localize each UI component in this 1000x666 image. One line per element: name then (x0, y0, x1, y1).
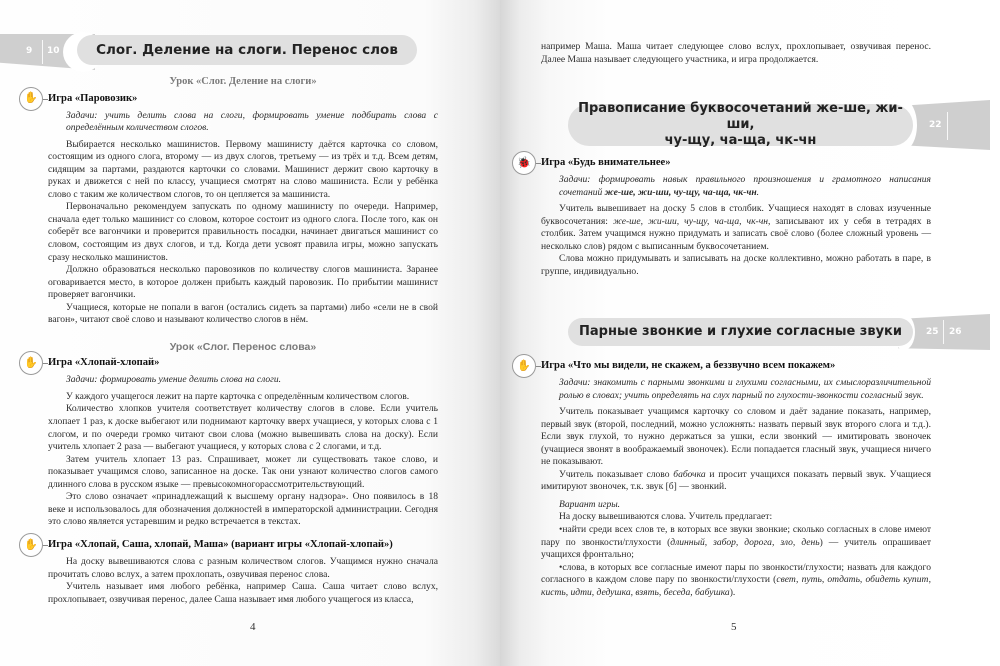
connector-line (43, 99, 48, 100)
tasks-letter-combos: же-ше, жи-ши, чу-щу, ча-ща, чк-чн (604, 186, 757, 198)
hands-clap-icon: ✋ (19, 533, 43, 557)
paragraph: например Маша. Маша читает следующее слово вслух, прохлопывает, озвучивая перенос. Далее Маша называет следующего участника, и игра продолжается. (541, 41, 931, 65)
lesson-title: Урок «Слог. Перенос слова» (169, 340, 317, 353)
section-title: Парные звонкие и глухие согласные звуки (568, 318, 913, 346)
bullet-item (541, 562, 931, 600)
example-words: свет, путь, отдать, обидеть купит, кисть, идти, дедушка, взять, беседа, бабушка (541, 574, 931, 598)
paragraph: На доску вывешиваются слова с разным количеством слогов. Учащимся нужно сначала прочитать слово вслух, а затем прохлопать, озвучивая перенос слова. (48, 555, 438, 580)
lesson-title: Урок «Слог. Деление на слоги» (169, 76, 317, 87)
hands-clap-icon: ✋ (19, 87, 43, 111)
text: Учитель показывает слово (559, 468, 674, 480)
left-column (24, 76, 438, 606)
tab-number: 25 (926, 327, 939, 337)
text: и просит учащихся показать первый звук. Учащиеся имитируют звоночек, т.к. звук [б] — звонкий. (541, 468, 931, 493)
text: •слова, в которых все согласные имеют пары по звонкости/глухости; назвать для каждого согласного в каждом слове пару по звонкости/глухости ( (541, 561, 931, 586)
game-heading (24, 91, 438, 109)
page-number: 5 (731, 621, 737, 633)
right-page (500, 0, 1000, 666)
game-tasks: Задачи: учить делить слова на слоги, формировать умение подбирать слова с определённым количеством слогов. (66, 109, 438, 134)
text: ) — учитель опрашивает учащихся фронтально; (541, 536, 931, 561)
section-title (568, 100, 913, 149)
letter-combos: же-ше, жи-ши, чу-щу, ча-ща, чк-чн (612, 215, 768, 227)
paragraph: Выбирается несколько машинистов. Первому машинисту даётся карточка со словом, состоящим из одного слога, второму — из двух слогов, третьему — из трёх и т.д. Всем детям, сидящим за партами, раздаются карточки со словами. Машинист держит свою карточку в руках и движется с ней по классу, учащиеся смотрят на слово машиниста. Если у ребёнка слово с таким же количеством слогов, то он цепляется за машиниста. (48, 138, 438, 200)
variant-label (541, 499, 931, 512)
hands-clap-icon: ✋ (19, 351, 43, 375)
text: ). (729, 586, 736, 598)
tab-separator (943, 320, 944, 344)
paragraph: Учитель показывает учащимся карточку со словом и даёт задание показать, например, первый звук (второй, последний, можно усложнять: назвать первый звук второго слога и т.д.). Если звук глухой, то нужно держаться за ушки, если звонкий — имитировать звоночек (учащиеся звонят в воображаемый звоночек). Если попадается гласный звук, учащиеся ничего не показывают. (541, 406, 931, 468)
game-heading (517, 358, 931, 376)
paragraph: Первоначально рекомендуем запускать по одному машинисту по очереди. Например, сначала едет только машинист со словом, которое состоит из одного слога. После того, как он соберёт все вагончики и проверится правильность посадки, начинает двигаться машинист со словом, состоящим из двух слогов, и т.д. Когда дети усвоят правила игры, можно запускать сразу несколько машинистов. (48, 201, 438, 263)
game-tasks: Задачи: знакомить с парными звонкими и глухими согласными, их смыслоразличительной ролью в словах; учить определять на слух парный по глухости-звонкости согласный звук. (559, 377, 931, 401)
paragraph: Учитель называет имя любого ребёнка, например Саша. Саша читает слово вслух, прохлопывает, озвучивая перенос, далее Саша называет имя любого учащегося из класса, (48, 581, 438, 605)
section-title-line: чу-щу, ча-ща, чк-чн (664, 133, 817, 149)
text: •найти среди всех слов те, в которых все звуки звонкие; сколько согласных в слове имеют пару по звонкости/глухости ( (541, 524, 931, 548)
connector-line (536, 163, 541, 164)
game-heading (24, 537, 438, 555)
paragraph: У каждого учащегося лежит на парте карточка с определённым количеством слогов. (66, 390, 410, 402)
section-header-right-1 (568, 100, 1000, 150)
tab-number: 10 (47, 46, 60, 56)
paragraph: Должно образоваться несколько паровозиков по количеству слогов машиниста. Заранее оговаривается место, в которое должен прибыть каждый паровозик. По прибытии машинист проверяет вагончики. (48, 264, 438, 301)
connector-line (43, 363, 48, 364)
tab-number: 26 (949, 327, 962, 337)
section-title-line: Правописание буквосочетаний же-ше, жи-ши, (578, 100, 903, 132)
tab-number: 22 (929, 120, 942, 130)
game-title: Игра «Паровозик» (48, 92, 138, 104)
example-word: бабочка (673, 468, 706, 480)
game-title: Игра «Будь внимательнее» (541, 157, 671, 168)
paragraph (541, 469, 931, 494)
paragraph: Учащиеся, которые не попали в вагон (остались сидеть за партами) либо «сели не в свой вагон», читают своё слово и называют количество слогов в нём. (48, 301, 438, 326)
beetle-icon: 🐞 (512, 151, 536, 175)
tab-separator (947, 112, 948, 140)
text: , записывают их у себя в тетрадях в столбик. Затем учащимся нужно придумать и записать своё слово (более сложный уровень — несколько слов) рядом с выписанным буквосочетанием. (541, 215, 931, 252)
hands-clap-icon: ✋ (512, 354, 536, 378)
connector-line (43, 545, 48, 546)
variant-label-text: Вариант игры. (559, 498, 621, 510)
paragraph: Слова можно придумывать и записывать на доске коллективно, можно работать в паре, в группе, индивидуально. (541, 253, 931, 277)
paragraph: На доску вывешиваются слова. Учитель предлагает: (559, 511, 773, 523)
right-column-section2 (517, 358, 931, 599)
game-tasks (541, 174, 931, 199)
section-header-left (0, 34, 420, 70)
tasks-text: Задачи: формировать навык правильного произношения и грамотного написания сочетаний (559, 174, 931, 198)
game-title: Игра «Хлопай-хлопай» (48, 357, 160, 369)
paragraph (541, 203, 931, 253)
tab-separator (42, 40, 43, 64)
tasks-text: . (756, 186, 760, 198)
connector-line (536, 366, 541, 367)
right-column-section1 (517, 155, 931, 278)
tab-number: 9 (26, 46, 33, 56)
paragraph: Затем учитель хлопает 13 раз. Спрашивает, может ли существовать такое слово, и показывает учащимся слово, записанное на доске. Так они узнают количество слогов самого длинного слова в русском языке — превысокомногорассмотрительствующий. (48, 453, 438, 490)
right-column-top (541, 41, 931, 66)
game-tasks: Задачи: формировать умение делить слова на слоги. (66, 374, 282, 386)
text: Учитель вывешивает на доску 5 слов в столбик. Учащиеся находят в словах изученные буквосочетания: (541, 203, 931, 227)
bullet-item (541, 524, 931, 562)
section-title: Слог. Деление на слоги. Перенос слов (77, 35, 417, 65)
paragraph: Это слово означает «принадлежащий к высшему органу надзора». Оно появилось в 18 веке и использовалось для обозначения должностей в императорской администрации. Сегодня это слово является устаревшим и редко встречается в текстах. (48, 491, 438, 528)
game-title: Игра «Что мы видели, не скажем, а беззвучно всем покажем» (541, 360, 836, 371)
paragraph: Количество хлопков учителя соответствует количеству слогов в слове. Если учитель хлопает 1 раз, к доске выбегают или поднимают карточку вверх учащиеся, у которых слова с 1 слогом, и по очереди громко читают свои слова (можно вывешивать слова на доску). Если учитель хлопает 2 раза — выбегают учащиеся, у которых слова с 2 слогами, и т.д. (48, 403, 438, 453)
section-header-right-2 (568, 314, 1000, 350)
page-number: 4 (250, 621, 256, 633)
game-title: Игра «Хлопай, Саша, хлопай, Маша» (вариант игры «Хлопай-хлопай») (48, 538, 393, 550)
game-heading (24, 356, 438, 373)
example-words: длинный, забор, дорога, зло, день (670, 536, 820, 548)
game-heading (517, 155, 931, 173)
